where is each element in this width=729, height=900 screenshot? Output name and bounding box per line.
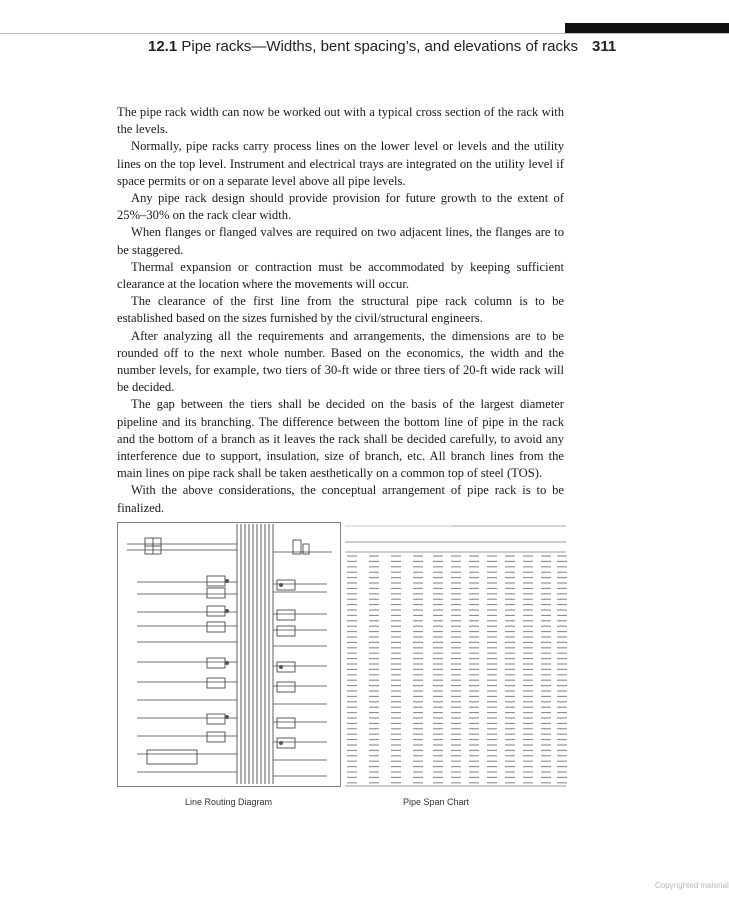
pipe-span-chart [341,522,570,787]
paragraph: With the above considerations, the conceptual arrangement of pipe rack is to be finalized. [117,483,564,515]
paragraph: The clearance of the first line from the structural pipe rack column is to be established based on the sizes furnished by the civil/structural engineers. [117,294,564,326]
paragraph: When flanges or flanged valves are required on two adjacent lines, the flanges are to be staggered. [117,225,564,257]
paragraph: Normally, pipe racks carry process lines on the lower level or levels and the utility lines on the top level. Instrument and electrical trays are integrated on the utility level if space permits or on a separate level above all pipe levels. [117,139,564,188]
paragraph: The gap between the tiers shall be decided on the basis of the largest diameter pipeline and its branching. The difference between the bottom line of pipe in the rack and the bottom of a branch as it leaves the rack shall be decided carefully, to avoid any interference due to support, insulation, size of branch, etc. All branch lines from the main lines on pipe rack shall be taken aesthetically on a common top of steel (TOS). [117,397,564,481]
paragraph: The pipe rack width can now be worked out with a typical cross section of the rack with the levels. [117,105,564,137]
left-figure-caption: Line Routing Diagram [185,797,273,807]
right-figure-caption: Pipe Span Chart [403,797,470,807]
figure [117,522,570,810]
body-text [117,104,564,517]
paragraph: Any pipe rack design should provide provision for future growth to the extent of 25%–30% on the rack clear width. [117,191,564,223]
paragraph: After analyzing all the requirements and arrangements, the dimensions are to be rounded off to the next whole number. Based on the economics, the width and the number levels, for example, two tiers of 30-ft wide or three tiers of 20-ft wide rack will be decided. [117,328,564,395]
header-rule [0,33,729,34]
section-title: Pipe racks—Widths, bent spacing’s, and elevations of racks [181,38,578,55]
paragraph: Thermal expansion or contraction must be accommodated by keeping sufficient clearance at the location where the movements will occur. [117,259,564,292]
running-head [0,37,729,59]
page-number: 311 [592,38,617,55]
section-heading [148,38,578,55]
copyright-notice: Copyrighted material [655,881,729,890]
section-number: 12.1 [148,38,178,55]
line-routing-diagram [117,522,341,787]
